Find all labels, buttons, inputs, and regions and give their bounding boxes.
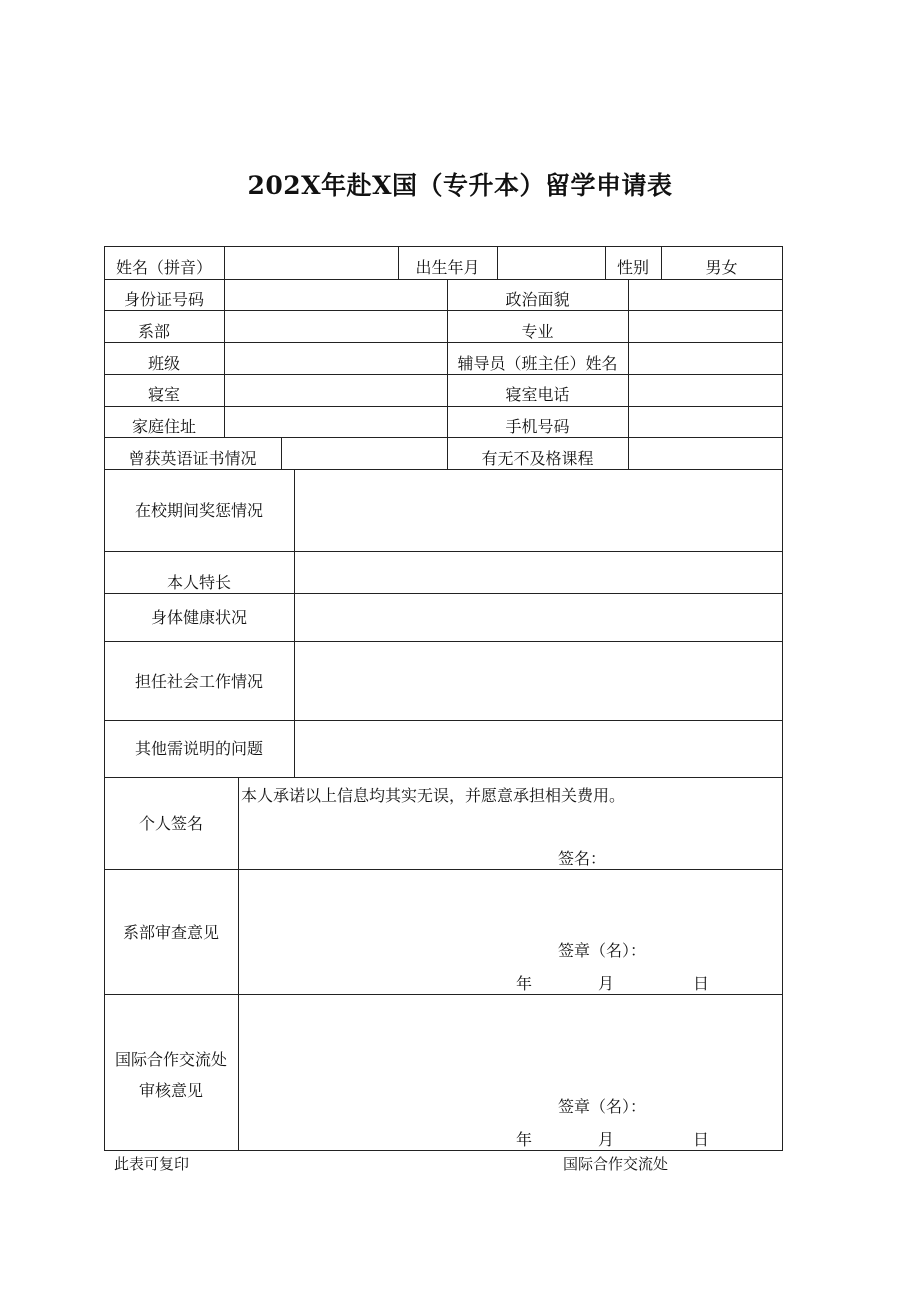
intl-day-label: 日: [693, 1130, 710, 1149]
id-input[interactable]: [225, 280, 447, 310]
table-border-bottom: [104, 1150, 783, 1151]
address-input[interactable]: [225, 407, 447, 437]
department-input[interactable]: [225, 311, 447, 342]
intl-review-label-line2: 审核意见: [138, 1081, 203, 1100]
mobile-input[interactable]: [629, 407, 782, 437]
specialty-input[interactable]: [295, 552, 782, 593]
pledge-text: 本人承诺以上信息均其实无误，并愿意承担相关费用。: [241, 786, 626, 805]
class-label: 班级: [147, 354, 180, 373]
row-divider: [104, 777, 783, 778]
dept-stamp-text: 签章（名）：: [558, 941, 647, 960]
specialty-label: 本人特长: [166, 573, 231, 592]
mobile-label: 手机号码: [505, 417, 570, 436]
col-divider: [238, 777, 239, 1151]
class-input[interactable]: [225, 343, 447, 374]
awards-input[interactable]: [295, 470, 782, 551]
birth-input[interactable]: [498, 247, 605, 279]
birth-label: 出生年月: [415, 258, 480, 277]
page-title: 202X年赴X国（专升本）留学申请表: [247, 171, 673, 200]
health-input[interactable]: [295, 594, 782, 641]
dorm-input[interactable]: [225, 375, 447, 406]
intl-month-label: 月: [598, 1130, 615, 1149]
dorm-phone-label: 寝室电话: [505, 385, 570, 404]
name-input[interactable]: [225, 247, 398, 279]
address-label: 家庭住址: [131, 417, 196, 436]
english-cert-input[interactable]: [282, 438, 447, 469]
intl-review-input[interactable]: [239, 995, 782, 1085]
signature-input[interactable]: [610, 846, 770, 868]
social-work-label: 担任社会工作情况: [134, 672, 263, 691]
gender-label: 性别: [616, 258, 649, 277]
id-label: 身份证号码: [123, 290, 204, 309]
dept-year-label: 年: [516, 974, 533, 993]
dept-review-input[interactable]: [239, 870, 782, 930]
counselor-input[interactable]: [629, 343, 782, 374]
dept-day-label: 日: [693, 974, 710, 993]
other-input[interactable]: [295, 721, 782, 777]
dept-month-label: 月: [598, 974, 615, 993]
intl-year-label: 年: [516, 1130, 533, 1149]
major-label: 专业: [521, 322, 554, 341]
signature-label: 个人签名: [138, 814, 203, 833]
footer-copy-note: 此表可复印: [114, 1155, 190, 1173]
sign-text: 签名：: [558, 849, 607, 868]
intl-stamp-text: 签章（名）：: [558, 1097, 647, 1116]
table-border-left: [104, 246, 105, 1151]
intl-review-label-line1: 国际合作交流处: [114, 1050, 227, 1069]
dept-review-label: 系部审查意见: [122, 923, 219, 942]
table-border-top: [104, 246, 783, 247]
dorm-phone-input[interactable]: [629, 375, 782, 406]
failed-course-label: 有无不及格课程: [481, 449, 594, 468]
health-label: 身体健康状况: [150, 608, 247, 627]
english-cert-label: 曾获英语证书情况: [128, 449, 257, 468]
table-border-right: [782, 246, 783, 1151]
department-label: 系部: [137, 322, 170, 341]
failed-course-input[interactable]: [629, 438, 782, 469]
counselor-label: 辅导员（班主任）姓名: [457, 354, 618, 373]
social-work-input[interactable]: [295, 642, 782, 720]
gender-options[interactable]: 男女: [705, 258, 738, 277]
footer-office: 国际合作交流处: [563, 1155, 669, 1173]
name-label: 姓名（拼音）: [115, 258, 212, 277]
other-label: 其他需说明的问题: [134, 739, 263, 758]
political-label: 政治面貌: [505, 290, 570, 309]
major-input[interactable]: [629, 311, 782, 342]
awards-label: 在校期间奖惩情况: [134, 501, 263, 520]
political-input[interactable]: [629, 280, 782, 310]
dorm-label: 寝室: [147, 385, 180, 404]
